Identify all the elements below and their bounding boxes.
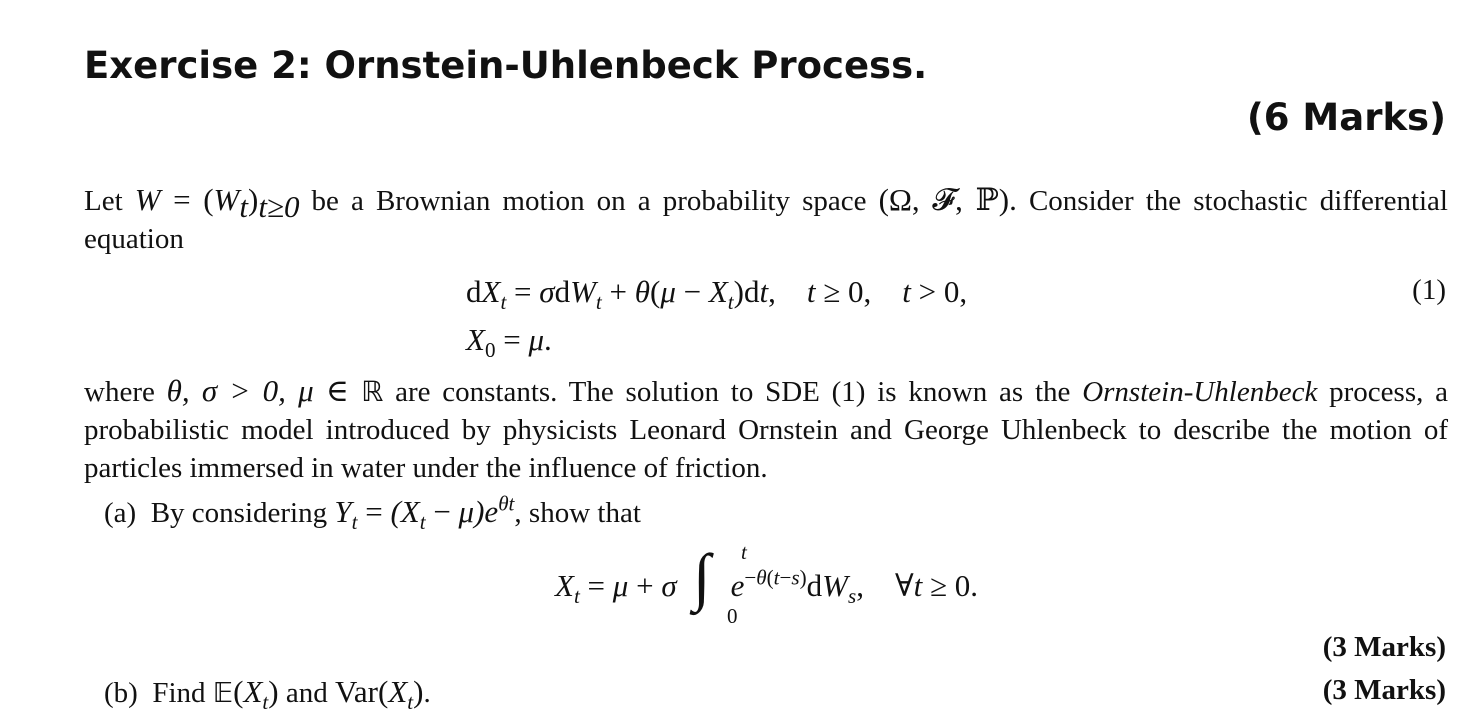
part-a-label: (a): [104, 497, 137, 529]
equation-number: (1): [1412, 274, 1446, 306]
total-marks: (6 Marks): [1246, 96, 1446, 139]
integral-upper-limit: t: [741, 540, 747, 564]
expectation: $𝔼(X_t)$: [212, 674, 279, 715]
solution-formula: $X_t = \mu + \sigma$ $e^{-\theta(t-s)}dW_s$, ∀t ≥ 0.: [555, 565, 979, 609]
sde-line-1: $dX_t = \sigma dW_t + \theta(\mu - X_t)dt$, t ≥ 0, t > 0,: [466, 274, 968, 315]
intro-paragraph: Let $W = (W_t)_{t\ge 0}$ be a Brownian motion on a probability space (Ω, 𝓕, ℙ). Consider the stochastic differential equation: [84, 182, 1448, 255]
variance: $Var(X_t)$: [334, 674, 424, 715]
exercise-title: Exercise 2: Ornstein-Uhlenbeck Process.: [84, 44, 928, 87]
integral-sign: ∫: [693, 541, 711, 612]
description-paragraph: where θ, σ > 0, μ ∈ ℝ are constants. The solution to SDE (1) is known as the Ornstein-Uhlenbeck process, a probabilistic model introduced by physicists Leonard Ornstein and George Uhlenbeck to describe the motion of particles immersed in water under the influence of friction.: [84, 373, 1448, 484]
brownian-motion-def: W: [134, 182, 161, 217]
process-name: Ornstein-Uhlenbeck: [1082, 376, 1318, 408]
integral-lower-limit: 0: [727, 604, 738, 628]
probability-space: (Ω, 𝓕, ℙ).: [878, 182, 1017, 217]
parameters: θ, σ > 0, μ ∈ ℝ: [166, 373, 384, 408]
part-a: (a) By considering $Y_t = (X_t - \mu)e^{\theta t}$, show that: [104, 491, 641, 535]
part-b: (b) Find $𝔼(X_t)$ and $Var(X_t)$.: [104, 674, 431, 715]
part-a-marks: (3 Marks): [1322, 631, 1446, 663]
sde-line-2: $X_0 = \mu$.: [466, 322, 552, 363]
part-b-marks: (3 Marks): [1322, 674, 1446, 706]
part-b-label: (b): [104, 677, 138, 709]
y-transform: $Y_t = (X_t - \mu)e^{\theta t}$: [334, 491, 515, 535]
